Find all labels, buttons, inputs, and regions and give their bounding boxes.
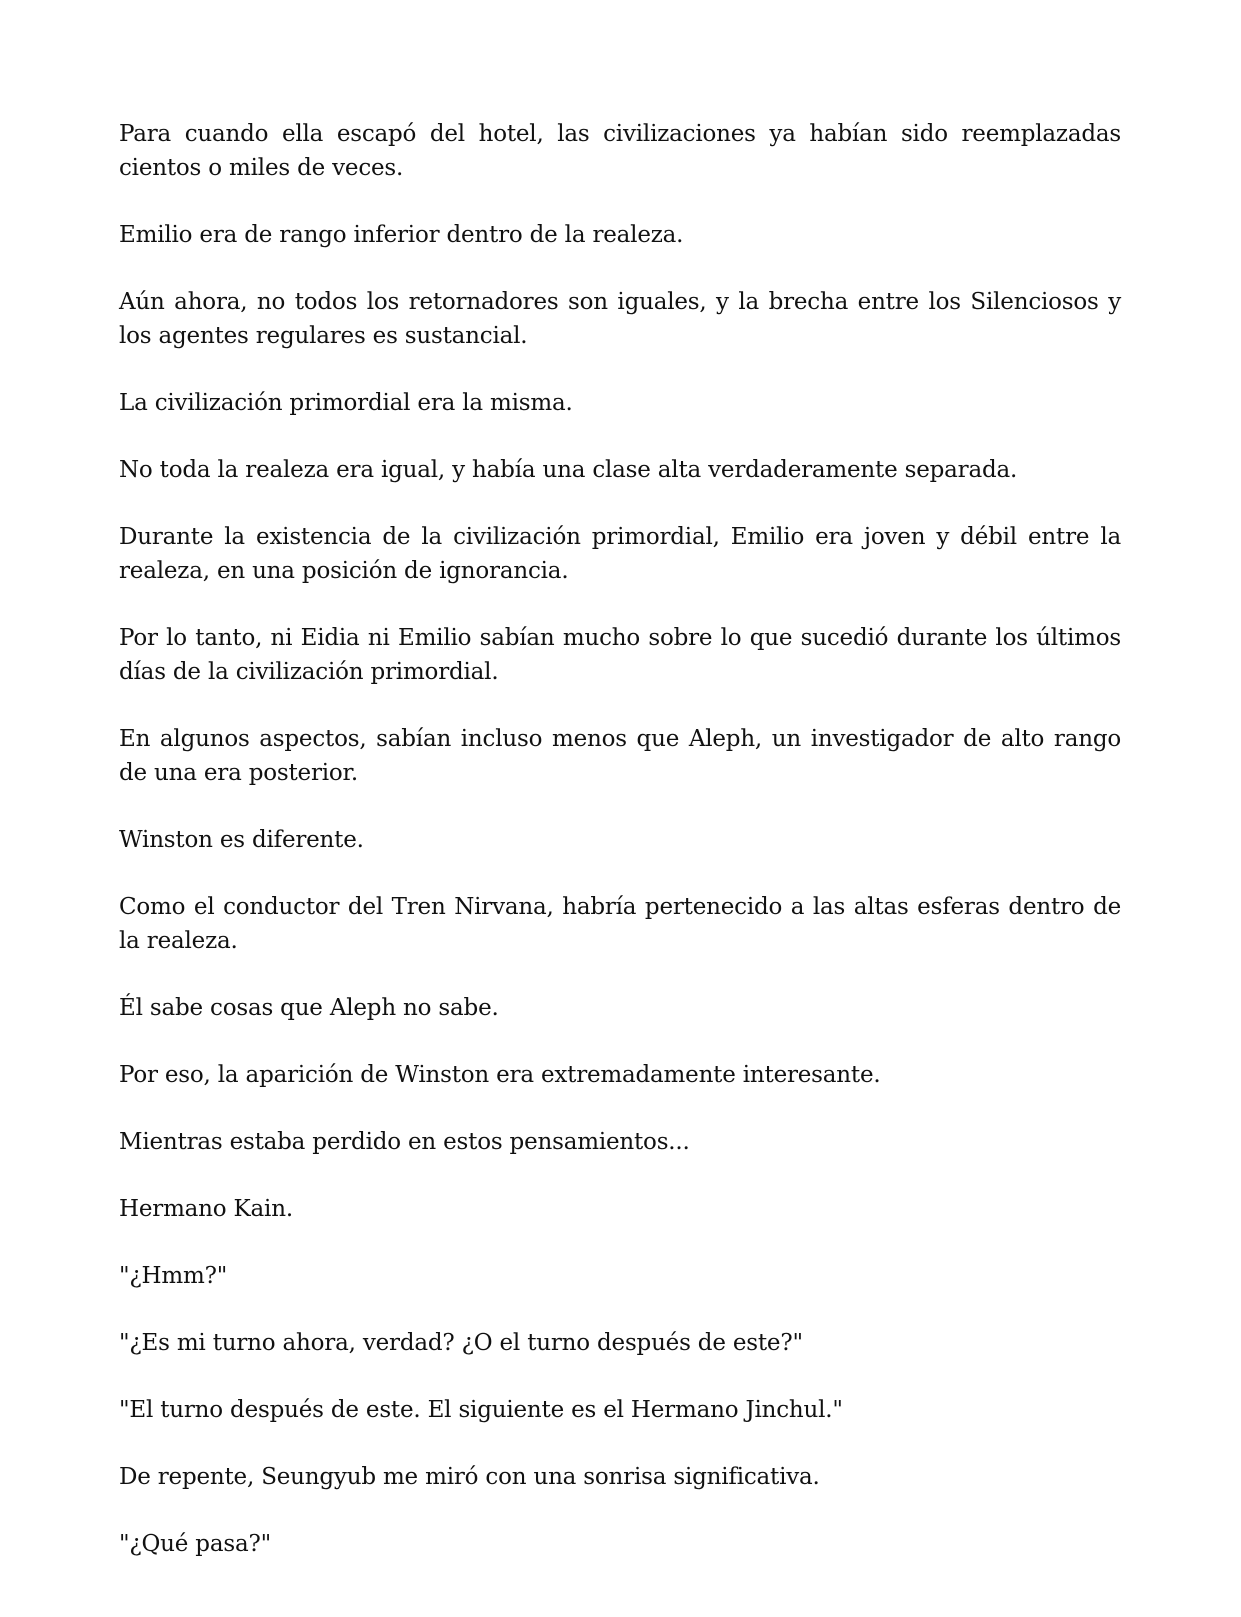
paragraph: Durante la existencia de la civilización primordial, Emilio era joven y débil entre la realeza, en una posición de ignorancia. xyxy=(119,524,1121,584)
paragraph: "¿Hmm?" xyxy=(119,1263,228,1289)
paragraph: No toda la realeza era igual, y había una clase alta verdaderamente separada. xyxy=(119,457,1018,483)
paragraph: "¿Es mi turno ahora, verdad? ¿O el turno después de este?" xyxy=(119,1330,803,1356)
paragraph: Como el conductor del Tren Nirvana, habría pertenecido a las altas esferas dentro de la realeza. xyxy=(119,894,1121,954)
document-page xyxy=(119,117,1121,1594)
paragraph: Winston es diferente. xyxy=(119,827,364,853)
paragraph: De repente, Seungyub me miró con una sonrisa significativa. xyxy=(119,1464,820,1490)
paragraph: Él sabe cosas que Aleph no sabe. xyxy=(119,995,499,1021)
paragraph: Por eso, la aparición de Winston era extremadamente interesante. xyxy=(119,1062,881,1088)
paragraph: Hermano Kain. xyxy=(119,1196,293,1222)
paragraph: Para cuando ella escapó del hotel, las civilizaciones ya habían sido reemplazadas cientos o miles de veces. xyxy=(119,121,1121,181)
paragraph: Mientras estaba perdido en estos pensamientos... xyxy=(119,1129,690,1155)
paragraph: La civilización primordial era la misma. xyxy=(119,390,573,416)
paragraph: "El turno después de este. El siguiente es el Hermano Jinchul." xyxy=(119,1397,843,1423)
paragraph: Emilio era de rango inferior dentro de la realeza. xyxy=(119,222,684,248)
paragraph: Aún ahora, no todos los retornadores son iguales, y la brecha entre los Silenciosos y los agentes regulares es sustancial. xyxy=(119,289,1121,349)
paragraph: "¿Qué pasa?" xyxy=(119,1531,271,1557)
paragraph: En algunos aspectos, sabían incluso menos que Aleph, un investigador de alto rango de una era posterior. xyxy=(119,726,1121,786)
paragraph: Por lo tanto, ni Eidia ni Emilio sabían mucho sobre lo que sucedió durante los últimos días de la civilización primordial. xyxy=(119,625,1121,685)
